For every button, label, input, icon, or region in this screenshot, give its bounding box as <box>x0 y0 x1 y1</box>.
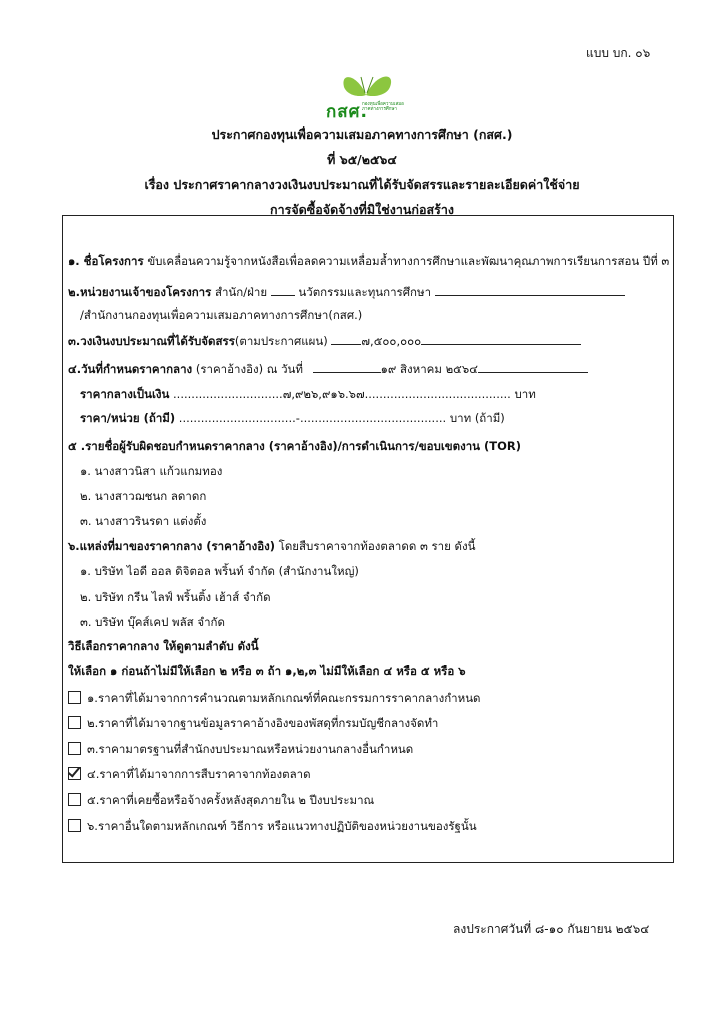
owner-unit-line2: /สำนักงานกองทุนเพื่อความเสมอภาคทางการศึกษา(กสศ.) <box>80 308 363 322</box>
logo-text: กสศ. <box>326 102 368 122</box>
header-subject-2: การจัดซื้อจัดจ้างที่มิใช่งานก่อสร้าง <box>270 202 454 217</box>
unit-price-value: - <box>295 411 300 425</box>
method-option-4[interactable] <box>68 766 311 784</box>
method-option-6[interactable] <box>68 818 477 836</box>
method-option-3-label: ๓.ราคามาตรฐานที่สำนักงบประมาณหรือหน่วยงานกลางอื่นกำหนด <box>87 742 414 756</box>
price-source-note: โดยสืบราคาจากท้องตลาดด ๓ ราย ดังนี้ <box>278 539 476 553</box>
project-name-value: ขับเคลื่อนความรู้จากหนังสือเพื่อลดความเหลื่อมล้ำทางการศึกษาและพัฒนาคุณภาพการเรียนการสอน ปีที่ ๓ <box>147 254 670 268</box>
method-option-4-label: ๔.ราคาที่ได้มาจากการสืบราคาจากท้องตลาด <box>87 767 311 781</box>
mid-price-row: ราคากลางเป็นเงิน ..............................๗,๙๒๖,๙๑๖.๖๗........................................ บาท <box>80 387 536 401</box>
owner-unit-part2: นวัตกรรมและทุนการศึกษา <box>298 285 432 299</box>
price-date-row <box>68 361 588 379</box>
checkbox-option-6[interactable] <box>68 819 81 832</box>
unit-price-row: ราคา/หน่วย (ถ้ามี) ................................-........................................ บาท (ถ้ามี) <box>80 411 505 425</box>
price-source-1: ๑. บริษัท ไอดี ออล ดิจิตอล พริ้นท์ จำกัด (สำนักงานใหญ่) <box>80 564 359 578</box>
form-code: แบบ บก. ๐๖ <box>586 46 651 60</box>
method-option-1-label: ๑.ราคาที่ได้มาจากการคำนวณตามหลักเกณฑ์ที่คณะกรรมการราคากลางกำหนด <box>87 691 481 705</box>
method-option-2[interactable] <box>68 715 438 733</box>
mid-price-value: ๗,๙๒๖,๙๑๖.๖๗ <box>282 387 365 401</box>
price-date-label: ๔.วันที่กำหนดราคากลาง <box>68 362 193 376</box>
mid-price-label: ราคากลางเป็นเงิน <box>80 387 170 401</box>
budget-label: ๓.วงเงินงบประมาณที่ได้รับจัดสรร <box>68 334 235 348</box>
header-number: ที่ ๖๕/๒๕๖๔ <box>327 152 397 167</box>
checkbox-option-5[interactable] <box>68 793 81 806</box>
price-source-3: ๓. บริษัท บุ๊คส์เคป พลัส จำกัด <box>80 615 225 629</box>
method-rule: ให้เลือก ๑ ก่อนถ้าไม่มีให้เลือก ๒ หรือ ๓ ถ้า ๑,๒,๓ ไม่มีให้เลือก ๔ หรือ ๕ หรือ ๖ <box>68 664 466 678</box>
budget-note: (ตามประกาศแผน) <box>234 334 328 348</box>
checkbox-option-4-checked[interactable] <box>68 767 81 780</box>
method-option-3[interactable] <box>68 741 413 759</box>
price-date-note: (ราคาอ้างอิง) ณ วันที่ <box>195 362 303 376</box>
mid-price-unit: บาท <box>514 387 536 401</box>
method-option-2-label: ๒.ราคาที่ได้มาจากฐานข้อมูลราคาอ้างอิงของพัสดุที่กรมบัญชีกลางจัดทำ <box>87 716 439 730</box>
project-name-label: ๑. ชื่อโครงการ <box>68 254 144 268</box>
budget-value: ๗,๕๐๐,๐๐๐ <box>361 334 422 348</box>
method-option-5[interactable] <box>68 792 374 810</box>
header-subject: เรื่อง ประกาศราคากลางวงเงินงบประมาณที่ได้รับจัดสรรและรายละเอียดค่าใช้จ่าย <box>144 177 580 192</box>
header-org: ประกาศกองทุนเพื่อความเสมอภาคทางการศึกษา (กสศ.) <box>211 127 513 142</box>
method-option-5-label: ๕.ราคาที่เคยซื้อหรือจ้างครั้งหลังสุดภายใน ๒ ปีงบประมาณ <box>87 793 375 807</box>
price-date-value: ๑๙ สิงหาคม ๒๕๖๔ <box>380 362 478 376</box>
budget-row <box>68 333 581 351</box>
unit-price-unit: บาท (ถ้ามี) <box>449 411 505 425</box>
project-name-row <box>68 253 669 271</box>
price-source-row <box>68 538 475 556</box>
price-source-2: ๒. บริษัท กรีน ไลฟ์ พริ้นติ้ง เฮ้าส์ จำกัด <box>80 590 271 604</box>
checkbox-option-3[interactable] <box>68 742 81 755</box>
responsible-label: ๕ .รายชื่อผู้รับผิดชอบกำหนดราคากลาง (ราคาอ้างอิง)/การดำเนินการ/ขอบเขตงาน (TOR) <box>68 439 522 453</box>
owner-unit-label: ๒.หน่วยงานเจ้าของโครงการ <box>68 285 212 299</box>
responsible-person-2: ๒. นางสาวฌชนก ลดาดก <box>80 489 207 503</box>
responsible-person-3: ๓. นางสาวรินรดา แต่งตั้ง <box>80 514 207 528</box>
checkbox-option-2[interactable] <box>68 716 81 729</box>
checkbox-option-1[interactable] <box>68 691 81 704</box>
owner-unit-row <box>68 284 625 302</box>
sign-date: ลงประกาศวันที่ ๘-๑๐ กันยายน ๒๕๖๔ <box>453 922 650 936</box>
method-title: วิธีเลือกราคากลาง ให้ดูตามลำดับ ดังนี้ <box>68 639 259 653</box>
price-source-label: ๖.แหล่งที่มาของราคากลาง (ราคาอ้างอิง) <box>68 539 275 553</box>
method-option-6-label: ๖.ราคาอื่นใดตามหลักเกณฑ์ วิธีการ หรือแนวทางปฏิบัติของหน่วยงานของรัฐนั้น <box>87 819 477 833</box>
unit-price-label: ราคา/หน่วย (ถ้ามี) <box>80 411 176 425</box>
logo-tagline: กองทุนเพื่อความเสมอภาคทางการศึกษา <box>362 102 404 112</box>
method-option-1[interactable] <box>68 690 481 708</box>
owner-unit-part1: สำนัก/ฝ่าย <box>214 285 268 299</box>
responsible-person-1: ๑. นางสาวนิสา แก้วแกมทอง <box>80 464 223 478</box>
